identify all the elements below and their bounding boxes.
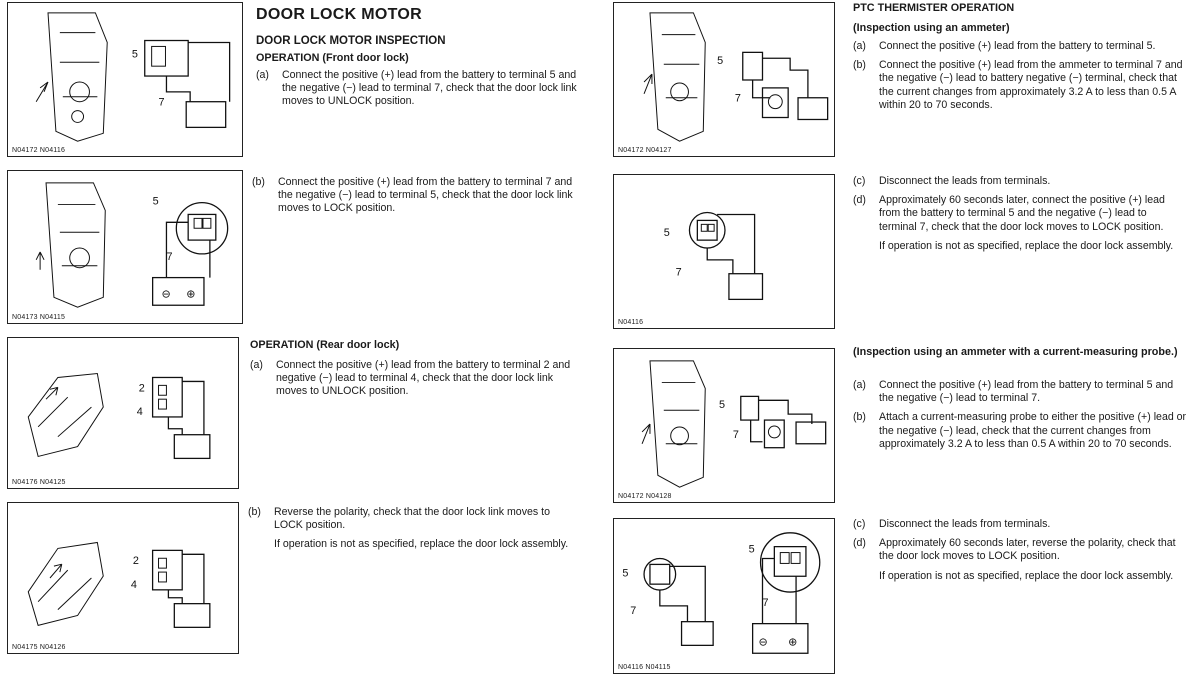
ptc-steps-ammeter	[853, 40, 1187, 118]
step-label: (c)	[853, 175, 866, 187]
ptc-steps-reverse	[853, 518, 1187, 583]
rear-step-b	[248, 506, 580, 552]
step-label: (a)	[853, 379, 866, 391]
terminal-7-label: 7	[158, 96, 165, 109]
rear-step-a	[250, 359, 582, 405]
step-text: Connect the positive (+) lead from the battery to terminal 7 and the negative (−) lead to terminal 5, check that the door lock link moves to LOCK position.	[278, 176, 573, 215]
figure-ptc-probe	[613, 348, 835, 503]
step-label: (b)	[252, 176, 265, 188]
step-label: (b)	[248, 506, 261, 518]
positive-icon: ⊕	[788, 636, 798, 649]
figure-front-unlock	[7, 2, 243, 157]
page-title: DOOR LOCK MOTOR	[256, 6, 422, 23]
step-text: Connect the positive (+) lead from the battery to terminal 2 and negative (−) lead to terminal 4, check that the door lock link moves to UNLOCK position.	[276, 359, 571, 398]
positive-icon: ⊕	[186, 288, 196, 301]
ptc-steps-probe	[853, 379, 1187, 457]
front-lock-lock-diagram	[8, 171, 242, 323]
negative-icon: ⊖	[758, 636, 768, 649]
terminal-4-label: 4	[130, 578, 137, 591]
step-text: Disconnect the leads from terminals.	[879, 518, 1051, 530]
figure-code: N04175 N04126	[12, 644, 66, 651]
rear-heading: OPERATION (Rear door lock)	[250, 339, 400, 351]
step-text: Attach a current-measuring probe to either the positive (+) lead or the negative (−) lead, check that the current changes from approximately 3.2 A to less than 0.5 A within 20 to 70 seconds.	[879, 411, 1187, 450]
step-label: (b)	[853, 411, 866, 424]
figure-rear-lock	[7, 502, 239, 654]
figure-ptc-lock-check	[613, 174, 835, 329]
figure-code: N04116 N04115	[618, 664, 671, 671]
step-label: (c)	[853, 518, 866, 530]
current-probe-icon	[768, 426, 780, 438]
terminal-7-label: 7	[166, 250, 173, 263]
figure-rear-unlock	[7, 337, 239, 489]
front-lock-unlock-diagram	[8, 3, 242, 156]
ptc-heading: PTC THERMISTER OPERATION	[853, 2, 1015, 14]
terminal-7-label-large: 7	[762, 596, 769, 609]
ptc-subheading-probe: (Inspection using an ammeter with a current-measuring probe.)	[853, 346, 1178, 358]
step-label: (a)	[250, 359, 263, 371]
terminal-7-label: 7	[732, 428, 739, 441]
step-label: (d)	[853, 194, 866, 207]
terminal-2-label: 2	[138, 382, 145, 395]
figure-code: N04116	[618, 319, 644, 326]
step-text: Reverse the polarity, check that the door lock link moves to LOCK position.	[274, 506, 550, 532]
lock-arrow-icon	[36, 252, 44, 270]
terminal-5-label: 5	[719, 399, 726, 412]
step-note: If operation is not as specified, replace the door lock assembly.	[879, 239, 1174, 252]
terminal-5-label: 5	[131, 48, 138, 61]
ptc-lock-check-diagram	[614, 175, 834, 328]
step-label: (a)	[853, 40, 866, 52]
unlock-arrow-icon	[642, 424, 650, 444]
ptc-ammeter-diagram	[614, 3, 834, 156]
figure-code: N04176 N04125	[12, 479, 66, 486]
ptc-steps-lock	[853, 175, 1187, 253]
unlock-arrow-icon	[46, 387, 58, 399]
negative-icon: ⊖	[161, 288, 171, 301]
front-step-b	[252, 176, 584, 222]
step-text: Connect the positive (+) lead from the ammeter to terminal 7 and the negative (−) lead to battery negative (−) terminal, check that the current changes from approximately 3.2 A to less than 0.5 A within 20 to 70 seconds.	[879, 59, 1183, 111]
figure-code: N04172 N04116	[12, 147, 66, 154]
terminal-2-label: 2	[132, 555, 139, 568]
step-label: (d)	[853, 537, 866, 550]
figure-front-lock	[7, 170, 243, 324]
terminal-7-label: 7	[734, 92, 741, 105]
front-step-a	[256, 69, 586, 115]
ptc-reverse-diagram	[614, 519, 834, 673]
terminal-5-label-large: 5	[748, 543, 755, 556]
rear-lock-lock-diagram	[8, 503, 238, 653]
step-text: Disconnect the leads from terminals.	[879, 175, 1051, 187]
rear-lock-unlock-diagram	[8, 338, 238, 488]
ptc-subheading-ammeter: (Inspection using an ammeter)	[853, 22, 1010, 34]
front-heading: OPERATION (Front door lock)	[256, 52, 409, 64]
figure-code: N04172 N04128	[618, 493, 672, 500]
step-note: If operation is not as specified, replace the door lock assembly.	[879, 569, 1174, 582]
figure-ptc-ammeter	[613, 2, 835, 157]
terminal-5-label: 5	[152, 195, 159, 208]
step-text: Approximately 60 seconds later, connect the positive (+) lead from the battery to terminal 5 and the negative (−) lead to terminal 7, check that the door lock moves to LOCK position.	[879, 194, 1165, 233]
step-note: If operation is not as specified, replace the door lock assembly.	[274, 538, 569, 551]
step-text: Connect the positive (+) lead from the battery to terminal 5 and the negative (−) lead to terminal 7.	[879, 379, 1174, 405]
unlock-arrow-icon	[644, 74, 652, 94]
step-text: Connect the positive (+) lead from the battery to terminal 5.	[879, 40, 1156, 52]
ptc-probe-diagram	[614, 349, 834, 502]
section-title: DOOR LOCK MOTOR INSPECTION	[256, 35, 446, 47]
figure-ptc-reverse	[613, 518, 835, 674]
terminal-4-label: 4	[136, 405, 143, 418]
terminal-5-label: 5	[622, 567, 629, 580]
step-text: Approximately 60 seconds later, reverse the polarity, check that the door lock moves to LOCK position.	[879, 537, 1176, 563]
step-label: (a)	[256, 69, 269, 81]
step-text: Connect the positive (+) lead from the battery to terminal 5 and the negative (−) lead to terminal 7, check that the door lock link moves to UNLOCK position.	[282, 69, 577, 108]
lock-arrow-icon	[50, 564, 62, 578]
figure-code: N04173 N04115	[12, 314, 66, 321]
unlock-arrow-icon	[36, 82, 48, 102]
terminal-5-label: 5	[717, 55, 724, 68]
ammeter-icon	[768, 95, 782, 109]
terminal-7-label: 7	[630, 604, 637, 617]
terminal-7-label: 7	[675, 266, 682, 279]
step-label: (b)	[853, 59, 866, 72]
terminal-5-label: 5	[663, 227, 670, 240]
figure-code: N04172 N04127	[618, 147, 672, 154]
